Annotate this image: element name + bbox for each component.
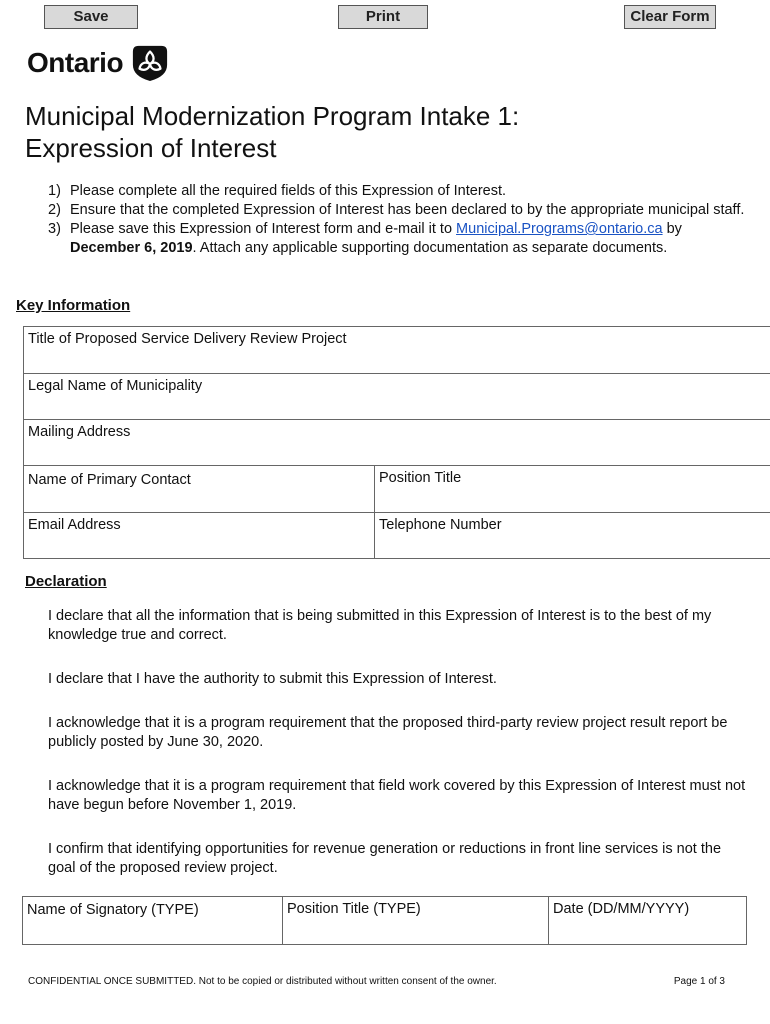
declaration-statement: I declare that all the information that is being submitted in this Expression of Interest is to the best of my knowledge true and correct. — [48, 608, 712, 643]
ontario-logo — [27, 42, 169, 84]
signatory-position-field[interactable]: Position Title (TYPE) — [283, 897, 549, 945]
legal-name-field[interactable]: Legal Name of Municipality — [24, 374, 770, 420]
instruction-item: 2) Ensure that the completed Expression of Interest has been declared to by the appropriate municipal staff. — [48, 202, 745, 218]
confidential-notice: CONFIDENTIAL ONCE SUBMITTED. Not to be copied or distributed without written consent of the owner. — [28, 976, 497, 987]
position-title-field[interactable]: Position Title — [375, 466, 770, 513]
email-field[interactable]: Email Address — [24, 513, 375, 559]
instruction-item: 3) Please save this Expression of Interest form and e-mail it to Municipal.Programs@ontario.ca by December 6, 2019. Attach any applicable supporting documentation as separate documents. — [48, 221, 682, 256]
instruction-item: 1) Please complete all the required fields of this Expression of Interest. — [48, 183, 507, 199]
mailing-address-field[interactable]: Mailing Address — [24, 420, 770, 466]
signatory-table — [22, 896, 747, 945]
page-number: Page 1 of 3 — [673, 976, 725, 987]
declaration-heading: Declaration — [25, 573, 107, 590]
clear-form-button[interactable]: Clear Form — [624, 5, 716, 29]
deadline-date: December 6, 2019 — [70, 240, 193, 256]
telephone-field[interactable]: Telephone Number — [375, 513, 770, 559]
declaration-statement: I acknowledge that it is a program requirement that the proposed third-party review project result report be publicly posted by June 30, 2020. — [48, 715, 728, 750]
email-link[interactable]: Municipal.Programs@ontario.ca — [456, 221, 663, 237]
logo-wordmark: Ontario — [27, 47, 124, 78]
key-information-heading: Key Information — [16, 297, 131, 314]
page-title: Municipal Modernization Program Intake 1: Expression of Interest — [25, 101, 520, 163]
print-button[interactable]: Print — [338, 5, 428, 29]
instructions-list — [48, 182, 748, 258]
trillium-icon — [131, 44, 169, 82]
declaration-statement: I declare that I have the authority to submit this Expression of Interest. — [48, 671, 497, 687]
save-button[interactable]: Save — [44, 5, 138, 29]
signatory-name-field[interactable]: Name of Signatory (TYPE) — [23, 897, 283, 945]
declaration-statement: I confirm that identifying opportunities for revenue generation or reductions in front line services is not the goal of the proposed review project. — [48, 841, 722, 876]
primary-contact-field[interactable]: Name of Primary Contact — [24, 466, 375, 513]
key-information-table — [23, 326, 770, 559]
signature-date-field[interactable]: Date (DD/MM/YYYY) — [549, 897, 747, 945]
project-title-field[interactable]: Title of Proposed Service Delivery Review Project — [24, 327, 770, 374]
declaration-statement: I acknowledge that it is a program requirement that field work covered by this Expression of Interest must not have begun before November 1, 2019. — [48, 778, 746, 813]
